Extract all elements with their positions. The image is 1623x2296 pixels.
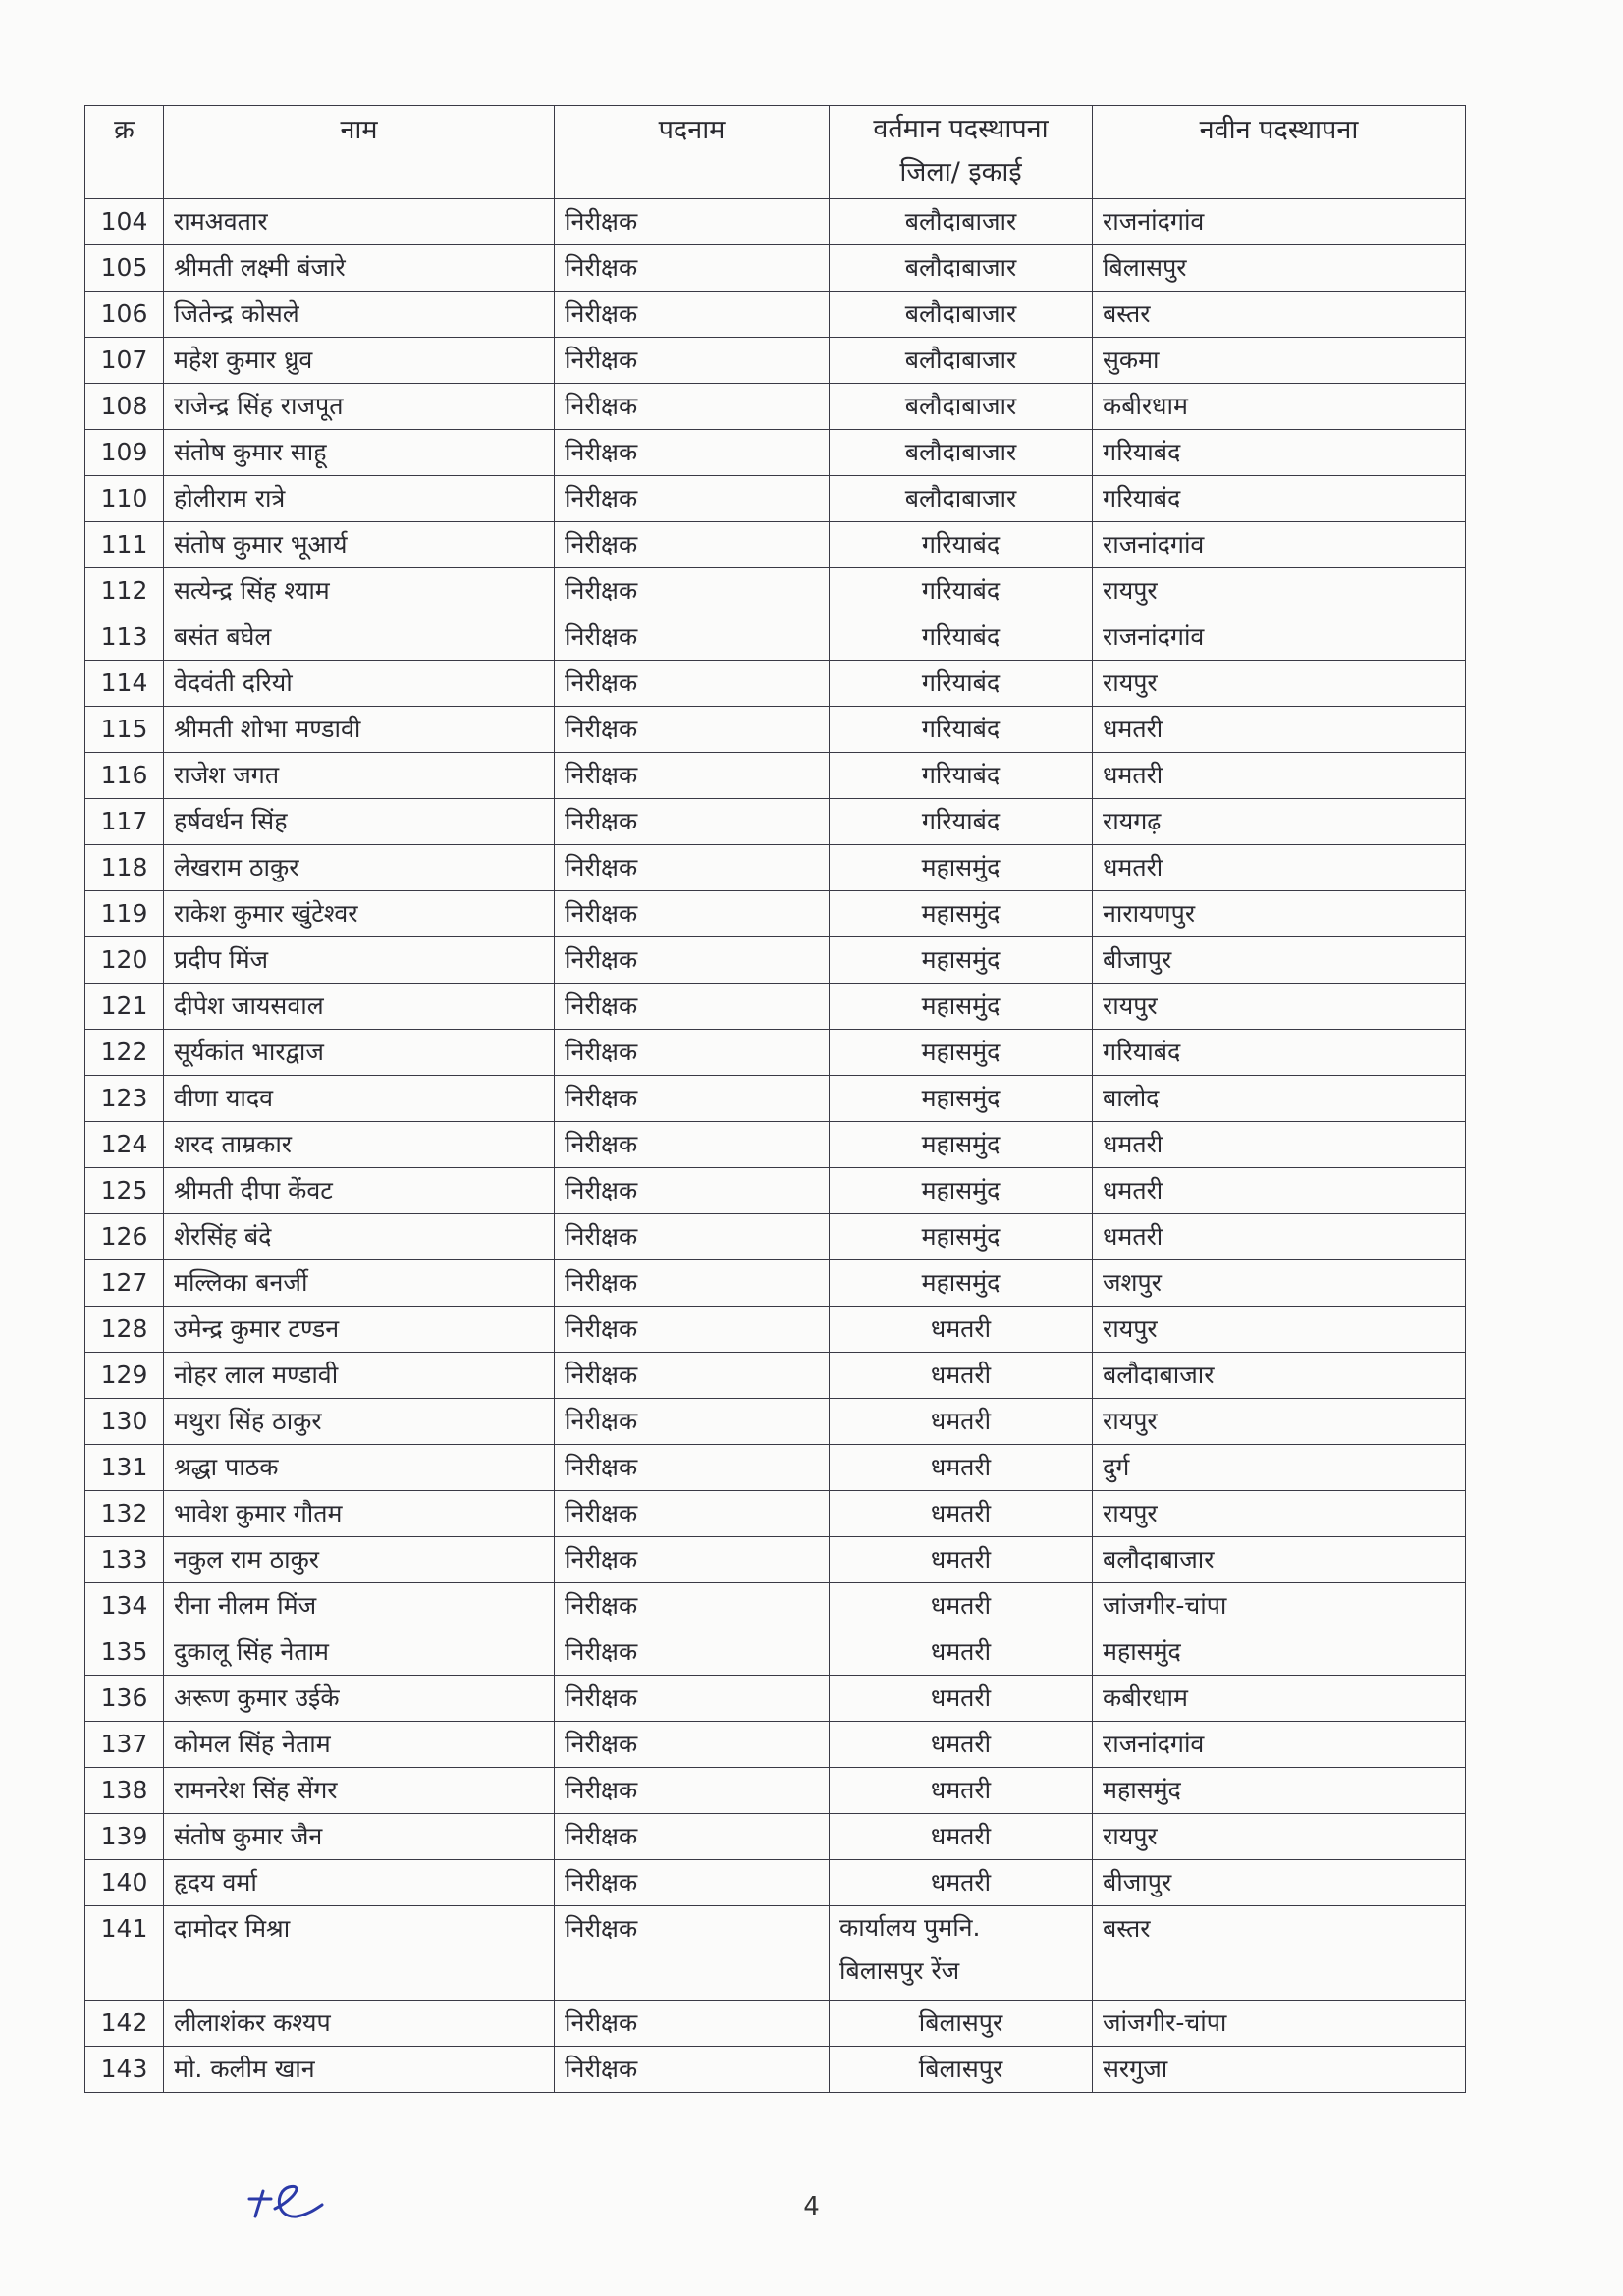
cell-current-posting: धमतरी [830,1399,1093,1445]
cell-new-posting: राजनांदगांव [1093,1722,1466,1768]
cell-designation: निरीक्षक [555,2001,830,2047]
cell-serial-no: 105 [85,245,164,292]
cell-name: भावेश कुमार गौतम [164,1491,555,1537]
cell-designation: निरीक्षक [555,1768,830,1814]
table-row [85,384,1466,430]
cell-new-posting: बलौदाबाजार [1093,1537,1466,1583]
cell-designation: निरीक्षक [555,2047,830,2093]
cell-name: मथुरा सिंह ठाकुर [164,1399,555,1445]
cell-new-posting: धमतरी [1093,1122,1466,1168]
cell-name: हृदय वर्मा [164,1860,555,1906]
table-row [85,1399,1466,1445]
cell-current-posting: धमतरी [830,1629,1093,1676]
cell-new-posting: बीजापुर [1093,1860,1466,1906]
cell-new-posting: सुकमा [1093,338,1466,384]
cell-current-posting: महासमुंद [830,845,1093,891]
cell-name: कोमल सिंह नेताम [164,1722,555,1768]
cell-current-posting: धमतरी [830,1445,1093,1491]
cell-current-posting: धमतरी [830,1768,1093,1814]
cell-current-posting: गरियाबंद [830,568,1093,614]
cell-new-posting: गरियाबंद [1093,1030,1466,1076]
table-row [85,753,1466,799]
table-row [85,1260,1466,1307]
table-header-row [85,106,1466,199]
cell-name: दीपेश जायसवाल [164,984,555,1030]
cell-new-posting: जांजगीर-चांपा [1093,2001,1466,2047]
cell-new-posting: नारायणपुर [1093,891,1466,937]
cell-designation: निरीक्षक [555,199,830,245]
table-row [85,845,1466,891]
table-body [85,199,1466,2093]
cell-new-posting: धमतरी [1093,753,1466,799]
header-current-posting-line1: वर्तमान पदस्थापना [873,114,1049,144]
cell-designation: निरीक्षक [555,845,830,891]
cell-name: दामोदर मिश्रा [164,1906,555,2001]
table-row [85,2047,1466,2093]
header-current-posting-line2: जिला/ इकाई [899,157,1022,187]
cell-new-posting: रायपुर [1093,1399,1466,1445]
cell-designation: निरीक्षक [555,799,830,845]
cell-designation: निरीक्षक [555,1491,830,1537]
cell-designation: निरीक्षक [555,984,830,1030]
cell-designation: निरीक्षक [555,1122,830,1168]
table-row [85,1491,1466,1537]
cell-current-posting: धमतरी [830,1676,1093,1722]
cell-name: लीलाशंकर कश्यप [164,2001,555,2047]
cell-new-posting: रायपुर [1093,568,1466,614]
cell-serial-no: 128 [85,1307,164,1353]
table-row [85,1122,1466,1168]
cell-new-posting: महासमुंद [1093,1629,1466,1676]
cell-name: शेरसिंह बंदे [164,1214,555,1260]
cell-current-posting-line1: कार्यालय पुमनि. [839,1913,981,1942]
table-row [85,522,1466,568]
cell-name: राजेश जगत [164,753,555,799]
table-row [85,799,1466,845]
cell-current-posting: धमतरी [830,1491,1093,1537]
cell-designation: निरीक्षक [555,1260,830,1307]
cell-designation: निरीक्षक [555,522,830,568]
cell-new-posting: बालोद [1093,1076,1466,1122]
table-row [85,430,1466,476]
cell-name: राजेन्द्र सिंह राजपूत [164,384,555,430]
cell-serial-no: 138 [85,1768,164,1814]
cell-serial-no: 110 [85,476,164,522]
cell-serial-no: 122 [85,1030,164,1076]
cell-name: वेदवंती दरियो [164,661,555,707]
cell-serial-no: 143 [85,2047,164,2093]
cell-designation: निरीक्षक [555,430,830,476]
cell-new-posting: धमतरी [1093,1168,1466,1214]
cell-name: श्रीमती शोभा मण्डावी [164,707,555,753]
cell-current-posting: बलौदाबाजार [830,384,1093,430]
cell-serial-no: 111 [85,522,164,568]
cell-designation: निरीक्षक [555,476,830,522]
cell-new-posting: रायपुर [1093,1814,1466,1860]
cell-serial-no: 124 [85,1122,164,1168]
cell-designation: निरीक्षक [555,292,830,338]
cell-current-posting [830,1906,1093,2001]
cell-current-posting: महासमुंद [830,984,1093,1030]
table-row [85,1030,1466,1076]
cell-serial-no: 117 [85,799,164,845]
cell-new-posting: धमतरी [1093,707,1466,753]
table-row [85,245,1466,292]
cell-new-posting: कबीरधाम [1093,384,1466,430]
cell-current-posting: बिलासपुर [830,2001,1093,2047]
cell-name: श्रद्धा पाठक [164,1445,555,1491]
cell-serial-no: 135 [85,1629,164,1676]
cell-designation: निरीक्षक [555,338,830,384]
table-row [85,2001,1466,2047]
cell-name: बसंत बघेल [164,614,555,661]
cell-serial-no: 119 [85,891,164,937]
cell-current-posting: महासमुंद [830,1076,1093,1122]
cell-new-posting: बस्तर [1093,292,1466,338]
table-row [85,568,1466,614]
cell-current-posting: गरियाबंद [830,753,1093,799]
cell-name: दुकालू सिंह नेताम [164,1629,555,1676]
cell-serial-no: 123 [85,1076,164,1122]
cell-serial-no: 121 [85,984,164,1030]
table-row [85,1814,1466,1860]
table-row [85,1445,1466,1491]
cell-serial-no: 140 [85,1860,164,1906]
header-name: नाम [164,106,555,199]
cell-current-posting: बलौदाबाजार [830,245,1093,292]
cell-new-posting: राजनांदगांव [1093,522,1466,568]
cell-current-posting: महासमुंद [830,1030,1093,1076]
cell-designation: निरीक्षक [555,1307,830,1353]
cell-designation: निरीक्षक [555,661,830,707]
cell-current-posting: बलौदाबाजार [830,338,1093,384]
cell-new-posting: दुर्ग [1093,1445,1466,1491]
cell-name: संतोष कुमार भूआर्य [164,522,555,568]
cell-designation: निरीक्षक [555,1860,830,1906]
cell-current-posting: धमतरी [830,1537,1093,1583]
cell-serial-no: 107 [85,338,164,384]
cell-designation: निरीक्षक [555,1906,830,2001]
cell-name: होलीराम रात्रे [164,476,555,522]
cell-designation: निरीक्षक [555,1076,830,1122]
cell-designation: निरीक्षक [555,568,830,614]
cell-new-posting: जशपुर [1093,1260,1466,1307]
cell-new-posting: बिलासपुर [1093,245,1466,292]
cell-designation: निरीक्षक [555,1030,830,1076]
cell-new-posting: सरगुजा [1093,2047,1466,2093]
cell-current-posting: महासमुंद [830,1214,1093,1260]
cell-designation: निरीक्षक [555,753,830,799]
header-new-posting: नवीन पदस्थापना [1093,106,1466,199]
cell-current-posting: बलौदाबाजार [830,430,1093,476]
cell-designation: निरीक्षक [555,1676,830,1722]
cell-name: नकुल राम ठाकुर [164,1537,555,1583]
table-row [85,1307,1466,1353]
table-row [85,707,1466,753]
cell-serial-no: 109 [85,430,164,476]
table-row [85,292,1466,338]
cell-serial-no: 120 [85,937,164,984]
cell-serial-no: 141 [85,1906,164,2001]
cell-designation: निरीक्षक [555,384,830,430]
cell-designation: निरीक्षक [555,1537,830,1583]
cell-name: वीणा यादव [164,1076,555,1122]
table-row [85,1906,1466,2001]
cell-current-posting: धमतरी [830,1860,1093,1906]
cell-serial-no: 126 [85,1214,164,1260]
cell-new-posting: धमतरी [1093,845,1466,891]
cell-current-posting: महासमुंद [830,891,1093,937]
header-serial-no: क्र [85,106,164,199]
transfer-list-table [84,105,1466,2093]
cell-new-posting: रायपुर [1093,661,1466,707]
cell-designation: निरीक्षक [555,1722,830,1768]
cell-new-posting: बस्तर [1093,1906,1466,2001]
table-row [85,1768,1466,1814]
cell-serial-no: 113 [85,614,164,661]
header-current-posting [830,106,1093,199]
table-row [85,1168,1466,1214]
cell-new-posting: राजनांदगांव [1093,614,1466,661]
cell-serial-no: 139 [85,1814,164,1860]
page-number: 4 [803,2192,820,2221]
cell-designation: निरीक्षक [555,245,830,292]
table-row [85,338,1466,384]
cell-new-posting: रायपुर [1093,1491,1466,1537]
cell-serial-no: 131 [85,1445,164,1491]
cell-serial-no: 106 [85,292,164,338]
table-row [85,1629,1466,1676]
cell-designation: निरीक्षक [555,891,830,937]
cell-designation: निरीक्षक [555,707,830,753]
table-row [85,661,1466,707]
cell-serial-no: 116 [85,753,164,799]
cell-serial-no: 115 [85,707,164,753]
cell-new-posting: महासमुंद [1093,1768,1466,1814]
cell-current-posting: धमतरी [830,1583,1093,1629]
cell-current-posting: धमतरी [830,1353,1093,1399]
cell-name: संतोष कुमार जैन [164,1814,555,1860]
cell-new-posting: बीजापुर [1093,937,1466,984]
cell-current-posting: गरियाबंद [830,522,1093,568]
cell-current-posting: गरियाबंद [830,614,1093,661]
cell-new-posting: गरियाबंद [1093,430,1466,476]
cell-name: रामनरेश सिंह सेंगर [164,1768,555,1814]
cell-name: श्रीमती लक्ष्मी बंजारे [164,245,555,292]
cell-new-posting: रायपुर [1093,1307,1466,1353]
cell-name: प्रदीप मिंज [164,937,555,984]
cell-name: शरद ताम्रकार [164,1122,555,1168]
cell-serial-no: 129 [85,1353,164,1399]
table-row [85,1537,1466,1583]
cell-name: महेश कुमार ध्रुव [164,338,555,384]
cell-name: उमेन्द्र कुमार टण्डन [164,1307,555,1353]
table-row [85,1583,1466,1629]
cell-name: राकेश कुमार खुंटेश्वर [164,891,555,937]
cell-designation: निरीक्षक [555,1445,830,1491]
cell-current-posting: गरियाबंद [830,661,1093,707]
cell-current-posting: महासमुंद [830,937,1093,984]
cell-current-posting: महासमुंद [830,1122,1093,1168]
cell-current-posting: गरियाबंद [830,707,1093,753]
cell-name: जितेन्द्र कोसले [164,292,555,338]
cell-designation: निरीक्षक [555,1399,830,1445]
table-row [85,1860,1466,1906]
cell-designation: निरीक्षक [555,1168,830,1214]
cell-designation: निरीक्षक [555,1629,830,1676]
cell-new-posting: गरियाबंद [1093,476,1466,522]
cell-designation: निरीक्षक [555,1583,830,1629]
table-row [85,1353,1466,1399]
cell-serial-no: 114 [85,661,164,707]
cell-new-posting: धमतरी [1093,1214,1466,1260]
table-row [85,1676,1466,1722]
cell-current-posting: गरियाबंद [830,799,1093,845]
cell-serial-no: 127 [85,1260,164,1307]
cell-serial-no: 134 [85,1583,164,1629]
cell-current-posting: धमतरी [830,1307,1093,1353]
cell-serial-no: 142 [85,2001,164,2047]
cell-name: मल्लिका बनर्जी [164,1260,555,1307]
cell-designation: निरीक्षक [555,937,830,984]
cell-new-posting: राजनांदगांव [1093,199,1466,245]
cell-name: हर्षवर्धन सिंह [164,799,555,845]
cell-current-posting: महासमुंद [830,1168,1093,1214]
cell-name: लेखराम ठाकुर [164,845,555,891]
cell-name: मो. कलीम खान [164,2047,555,2093]
table-row [85,937,1466,984]
cell-serial-no: 136 [85,1676,164,1722]
table-row [85,984,1466,1030]
cell-current-posting: बलौदाबाजार [830,476,1093,522]
cell-designation: निरीक्षक [555,1214,830,1260]
cell-current-posting: बिलासपुर [830,2047,1093,2093]
cell-name: नोहर लाल मण्डावी [164,1353,555,1399]
cell-current-posting: धमतरी [830,1814,1093,1860]
cell-serial-no: 112 [85,568,164,614]
cell-current-posting-line2: बिलासपुर रेंज [839,1956,960,1985]
cell-new-posting: रायगढ़ [1093,799,1466,845]
cell-new-posting: रायपुर [1093,984,1466,1030]
cell-serial-no: 108 [85,384,164,430]
table-row [85,476,1466,522]
cell-serial-no: 118 [85,845,164,891]
table-row [85,1214,1466,1260]
table-row [85,891,1466,937]
cell-designation: निरीक्षक [555,1814,830,1860]
cell-serial-no: 132 [85,1491,164,1537]
cell-name: संतोष कुमार साहू [164,430,555,476]
table-row [85,199,1466,245]
cell-name: श्रीमती दीपा केंवट [164,1168,555,1214]
cell-current-posting: बलौदाबाजार [830,199,1093,245]
cell-current-posting: धमतरी [830,1722,1093,1768]
cell-serial-no: 130 [85,1399,164,1445]
cell-serial-no: 104 [85,199,164,245]
cell-current-posting: महासमुंद [830,1260,1093,1307]
cell-name: रीना नीलम मिंज [164,1583,555,1629]
cell-serial-no: 133 [85,1537,164,1583]
table-row [85,1076,1466,1122]
cell-new-posting: बलौदाबाजार [1093,1353,1466,1399]
table-row [85,614,1466,661]
cell-designation: निरीक्षक [555,1353,830,1399]
cell-current-posting: बलौदाबाजार [830,292,1093,338]
cell-serial-no: 125 [85,1168,164,1214]
cell-name: सूर्यकांत भारद्वाज [164,1030,555,1076]
header-designation: पदनाम [555,106,830,199]
cell-new-posting: जांजगीर-चांपा [1093,1583,1466,1629]
cell-name: अरूण कुमार उईके [164,1676,555,1722]
cell-serial-no: 137 [85,1722,164,1768]
cell-name: सत्येन्द्र सिंह श्याम [164,568,555,614]
cell-name: रामअवतार [164,199,555,245]
handwritten-initials-signature [245,2169,334,2228]
cell-designation: निरीक्षक [555,614,830,661]
cell-new-posting: कबीरधाम [1093,1676,1466,1722]
table-row [85,1722,1466,1768]
